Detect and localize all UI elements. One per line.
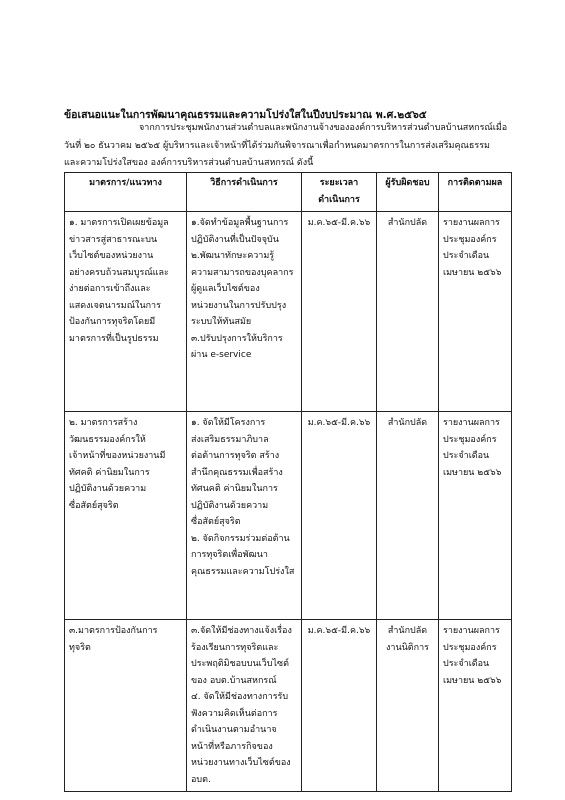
measure-cell: [65, 620, 187, 792]
method-cell-line: ๒. จัดกิจกรรมร่วมต่อต้าน: [191, 533, 290, 544]
table-row: [65, 212, 512, 412]
header-period-line-1: ระยะเวลา: [319, 178, 359, 188]
responsible-cell-line: สำนักปลัด: [387, 418, 428, 428]
header-period: [302, 173, 377, 212]
method-cell-line: ผู้ดูแลเว็บไซต์ของ: [191, 284, 260, 294]
table-row: [65, 412, 512, 620]
method-cell-line: ๓.ปรับปรุงการให้บริการ: [191, 333, 283, 344]
tracking-cell-line: รายงานผลการ: [443, 218, 500, 228]
responsible-cell-line: สำนักปลัด: [387, 626, 428, 636]
measure-cell-line: ทุจริต: [69, 642, 91, 653]
method-cell-line: ผ่าน e-service: [191, 350, 252, 360]
method-cell-line: อบต.: [191, 774, 211, 785]
header-responsible: ผู้รับผิดชอบ: [377, 173, 439, 212]
measures-table: [64, 172, 512, 792]
measure-cell-line: ป้องกันการทุจริตโดยมี: [69, 317, 156, 327]
method-cell-line: ปฏิบัติงานด้วยความ: [191, 500, 269, 511]
method-cell-line: ร้องเรียนการทุจริตและ: [191, 642, 279, 653]
measure-cell-line: ทัศคติ ค่านิยมในการ: [69, 467, 150, 478]
method-cell: [187, 212, 302, 412]
measure-cell-line: ข่าวสารสู่สาธารณะบน: [69, 234, 158, 245]
method-cell: [187, 620, 302, 792]
tracking-cell-line: เมษายน ๒๕๖๖: [443, 675, 502, 686]
method-cell-line: การทุจริตเพื่อพัฒนา: [191, 550, 268, 560]
measure-cell-line: ง่ายต่อการเข้าถึงและ: [69, 284, 151, 294]
header-period-line-2: ดำเนินการ: [318, 195, 360, 205]
intro-line-1: จากการประชุมพนักงานส่วนตำบลและพนักงานจ้างขององค์การบริหารส่วนตำบลบ้านสหกรณ์เมื่อ: [139, 123, 508, 133]
measure-cell: [65, 412, 187, 620]
measure-cell-line: ซื่อสัตย์สุจริต: [69, 500, 119, 511]
tracking-cell: [439, 412, 512, 620]
method-cell-line: ความสามารถของบุคลากร: [191, 267, 294, 278]
tracking-cell-line: ประจำเดือน: [443, 451, 490, 461]
tracking-cell-line: ประชุมองค์กร: [443, 642, 497, 653]
method-cell-line: ๓.จัดให้มีช่องทางแจ้งเรื่อง: [191, 626, 292, 636]
table-row: [65, 620, 512, 792]
method-cell-line: หน่วยงานทางเว็บไซต์ของ: [191, 758, 291, 768]
measure-cell-line: เว็บไซต์ของหน่วยงาน: [69, 251, 154, 261]
tracking-cell-line: เมษายน ๒๕๖๖: [443, 267, 502, 278]
period-cell: ม.ค.๖๕-มี.ค.๖๖: [302, 412, 377, 620]
responsible-cell: [377, 212, 439, 412]
measure-cell-line: เจ้าหน้าที่ของหน่วยงานมี: [69, 451, 166, 461]
method-cell-line: ดำเนินงานตามอำนาจ: [191, 725, 277, 735]
responsible-cell-line: สำนักปลัด: [387, 218, 428, 228]
measure-cell: [65, 212, 187, 412]
method-cell-line: ๔. จัดให้มีช่องทางการรับ: [191, 692, 289, 702]
measure-cell-line: ปฏิบัติงานด้วยความ: [69, 484, 147, 494]
method-cell-line: ส่งเสริมธรรมาภิบาล: [191, 434, 269, 445]
tracking-cell-line: ประชุมองค์กร: [443, 234, 497, 245]
method-cell-line: ๑.จัดทำข้อมูลพื้นฐานการ: [191, 218, 289, 228]
method-cell-line: ต่อต้านการทุจริต สร้าง: [191, 451, 280, 461]
measure-cell-line: ๑. มาตรการเปิดเผยข้อมูล: [69, 218, 169, 228]
method-cell-line: หน้าที่หรือภารกิจของ: [191, 741, 273, 752]
tracking-cell-line: เมษายน ๒๕๖๖: [443, 467, 502, 478]
document-title: ข้อเสนอแนะในการพัฒนาคุณธรรมและความโปร่งใสในปีงบประมาณ พ.ศ.๒๕๖๕: [64, 109, 427, 121]
table-header-row: [65, 173, 512, 212]
method-cell-line: ทัศนคติ ค่านิยมในการ: [191, 484, 278, 494]
method-cell-line: ประพฤติมิชอบบนเว็บไซต์: [191, 659, 289, 669]
method-cell: [187, 412, 302, 620]
measure-cell-line: ๓.มาตรการป้องกันการ: [69, 626, 158, 636]
method-cell-line: หน่วยงานในการปรับปรุง: [191, 300, 287, 311]
method-cell-line: ฟังความคิดเห็นต่อการ: [191, 708, 278, 719]
method-cell-line: ระบบให้ทันสมัย: [191, 317, 252, 327]
tracking-cell-line: รายงานผลการ: [443, 626, 500, 636]
intro-line-2: วันที่ ๒๐ ธันวาคม ๒๕๖๕ ผู้บริหารและเจ้าหน้าที่ได้ร่วมกันพิจารณาเพื่อกำหนดมาตรการในการส่งเสริมคุณธรรม: [64, 141, 490, 151]
period-cell: ม.ค.๖๕-มี.ค.๖๖: [302, 212, 377, 412]
tracking-cell-line: ประจำเดือน: [443, 659, 490, 669]
tracking-cell-line: ประจำเดือน: [443, 251, 490, 261]
tracking-cell-line: รายงานผลการ: [443, 418, 500, 428]
method-cell-line: สำนึกคุณธรรมเพื่อสร้าง: [191, 467, 283, 478]
measure-cell-line: อย่างครบถ้วนสมบูรณ์และ: [69, 267, 169, 278]
method-cell-line: ซื่อสัตย์สุจริต: [191, 517, 241, 527]
intro-line-3: และความโปร่งใสของ องค์การบริหารส่วนตำบลบ้านสหกรณ์ ดังนี้: [64, 158, 314, 168]
method-cell-line: คุณธรรมและความโปร่งใส: [191, 566, 295, 577]
measure-cell-line: มาตรการที่เป็นรูปธรรม: [69, 333, 159, 344]
responsible-cell-line: งานนิติการ: [386, 642, 429, 653]
responsible-cell: [377, 412, 439, 620]
tracking-cell: [439, 212, 512, 412]
responsible-cell: [377, 620, 439, 792]
method-cell-line: ปฏิบัติงานที่เป็นปัจจุบัน: [191, 234, 279, 245]
tracking-cell: [439, 620, 512, 792]
period-cell: ม.ค.๖๕-มี.ค.๖๖: [302, 620, 377, 792]
measure-cell-line: ๒. มาตรการสร้าง: [69, 418, 138, 428]
header-method: วิธีการดำเนินการ: [187, 173, 302, 212]
header-measure: มาตรการ/แนวทาง: [65, 173, 187, 212]
header-tracking: การติดตามผล: [439, 173, 512, 212]
method-cell-line: ๒.พัฒนาทักษะความรู้: [191, 251, 275, 261]
measure-cell-line: แสดงเจตนารมณ์ในการ: [69, 300, 161, 311]
method-cell-line: ของ อบต.บ้านสหกรณ์: [191, 675, 277, 686]
method-cell-line: ๑. จัดให้มีโครงการ: [191, 418, 266, 428]
measure-cell-line: วัฒนธรรมองค์กรให้: [69, 434, 146, 445]
tracking-cell-line: ประชุมองค์กร: [443, 434, 497, 445]
